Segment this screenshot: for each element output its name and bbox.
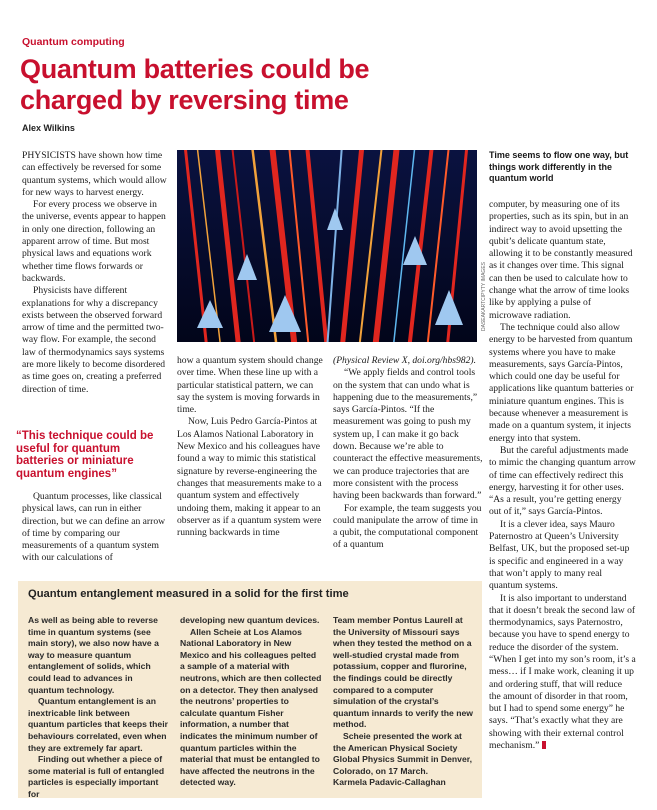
light-trails-image [177,150,477,342]
article-column-1-continued [22,491,167,565]
paragraph: Now, Luis Pedro García-Pintos at Los Alamos National Laboratory in New Mexico and his colleagues have found a way to mimic this statistical signature by reverse-engineering the changes that measurements make to a quantum system and effectively undoing them, making it appear to an observer as if a quantum system were running backwards in time [177,416,322,539]
paragraph: It is a clever idea, says Mauro Paternostro at Queen’s University Belfast, UK, but the proposed set-up is specific and engineered in a way that won’t apply to many real quantum systems. [489,518,630,592]
paragraph: Physicists have different explanations for why a discrepancy exists between the observed forward arrow of time and the permitted two-way flow. For example, the second law of thermodynamics says systems are more likely to become disordered as time goes on, creating a preferred direction of time. [22,285,166,395]
sidebar-title: Quantum entanglement measured in a solid for the first time [28,588,349,600]
photo-credit: DASEAKARTCIPYTY IMAGES [481,262,487,332]
paragraph: Team member Pontus Laurell at the University of Missouri says when they tested the method on a well-studied crystal made from potassium, copper and flurorine, the findings could be directly compared to a computer simulation of the crystal’s quantum innards to verify the new method. [333,615,473,730]
sidebar-column-1 [28,615,168,801]
article-column-2 [177,355,327,539]
end-of-article-mark [542,741,546,749]
sidebar-author: Karmela Padavic-Callaghan [333,777,446,788]
paragraph: Quantum processes, like classical physical laws, can run in either direction, but we can define an arrow of time by comparing our measurements of a quantum system with our calculations of [22,491,166,564]
hero-photo [177,150,477,342]
article-column-4 [489,199,636,752]
paragraph: Scheie presented the work at the American Physical Society Global Physics Summit in Denver, Colorado, on 17 March. [333,730,472,776]
headline: Quantum batteries could be charged by reversing time [20,54,370,115]
paragraph: (Physical Review X, doi.org/hbs982). [333,355,476,366]
article-column-1 [22,150,167,396]
sidebar-column-2 [180,615,322,789]
paragraph: Quantum entanglement is an inextricable link between quantum particles that keeps their behaviours correlated, even when they are extremely far apart. [28,696,168,753]
section-label: Quantum computing [22,36,125,48]
paragraph: developing new quantum devices. [180,615,320,625]
paragraph: As well as being able to reverse time in quantum systems (see main story), we also now have a way to measure quantum entanglement of solids, which could lead to advances in quantum technology. [28,615,159,695]
paragraph: The technique could also allow energy to be harvested from quantum systems where you have to make measurements, says García-Pintos, which could one day be useful for applications like quantum batteries or miniature quantum engines. This is because whenever a measurement is made on a quantum system, it injects energy into that system. [489,321,634,444]
paragraph: how a quantum system should change over time. When these line up with a particular statistical pattern, we can say the system is moving forwards in time. [177,355,323,416]
paragraph: “We apply fields and control tools on the system that can undo what is happening due to the measurements,” says García-Pintos. “If the measurement was going to push my system up, I can make it go back down. Because we’re able to counteract the effective measurements, we can produce trajectories that are more consistent with the process having been backwards than forward.” [333,367,483,502]
pull-quote: “This technique could be useful for quantum batteries or miniature quantum engines” [16,430,154,480]
photo-caption: Time seems to flow one way, but things work differently in the quantum world [489,150,629,183]
paragraph: PHYSICISTS have shown how time can effectively be reversed for some quantum systems, which would allow for new ways to harvest energy. [22,150,167,198]
byline: Alex Wilkins [22,123,75,133]
final-paragraph-text: It is also important to understand that it doesn’t break the second law of thermodynamics, says Paternostro, because you have to spend energy to reduce the disorder of the system. “When I get into my son’s room, it’s a mess… if I make work, cleaning it up and ordering stuff, that will reduce the amount of disorder in that room, but I had to spend some energy” he says. “That’s exactly what they are showing with their external control mechanism.” [489,592,636,752]
paragraph: Allen Scheie at Los Alamos National Laboratory in New Mexico and his colleagues pelted a sample of a material with neutrons, which are then collected on a detector. They then analysed the neutrons’ properties to calculate quantum Fisher information, a number that indicates the minimum number of quantum particles within the material that must be entangled to have affected the neutrons in the detected way. [180,626,322,788]
paragraph [489,593,636,753]
article-column-3 [333,355,483,552]
paragraph: For every process we observe in the universe, events appear to happen in only one direction, following an apparent arrow of time. But most physical laws and equations work whether time flows forwards or backwards. [22,199,166,284]
sidebar-column-3 [333,615,473,789]
paragraph: For example, the team suggests you could manipulate the arrow of time in a qubit, the computational component of a quantum [333,502,482,551]
paragraph: Finding out whether a piece of some material is full of entangled particles is especially important for [28,754,165,799]
paragraph: computer, by measuring one of its properties, such as its spin, but in an indirect way to avoid upsetting the qubit’s delicate quantum state, allowing it to be constantly measured as it changes over time. This signal can then be used to calculate how to change what the arrow of time looks like by applying a pulse of microwave radiation. [489,199,633,321]
paragraph: But the careful adjustments made to mimic the changing quantum arrow of time can effectively redirect this energy, harvesting it for other uses. “As a result, you’re getting energy out of it,” says García-Pintos. [489,444,636,518]
